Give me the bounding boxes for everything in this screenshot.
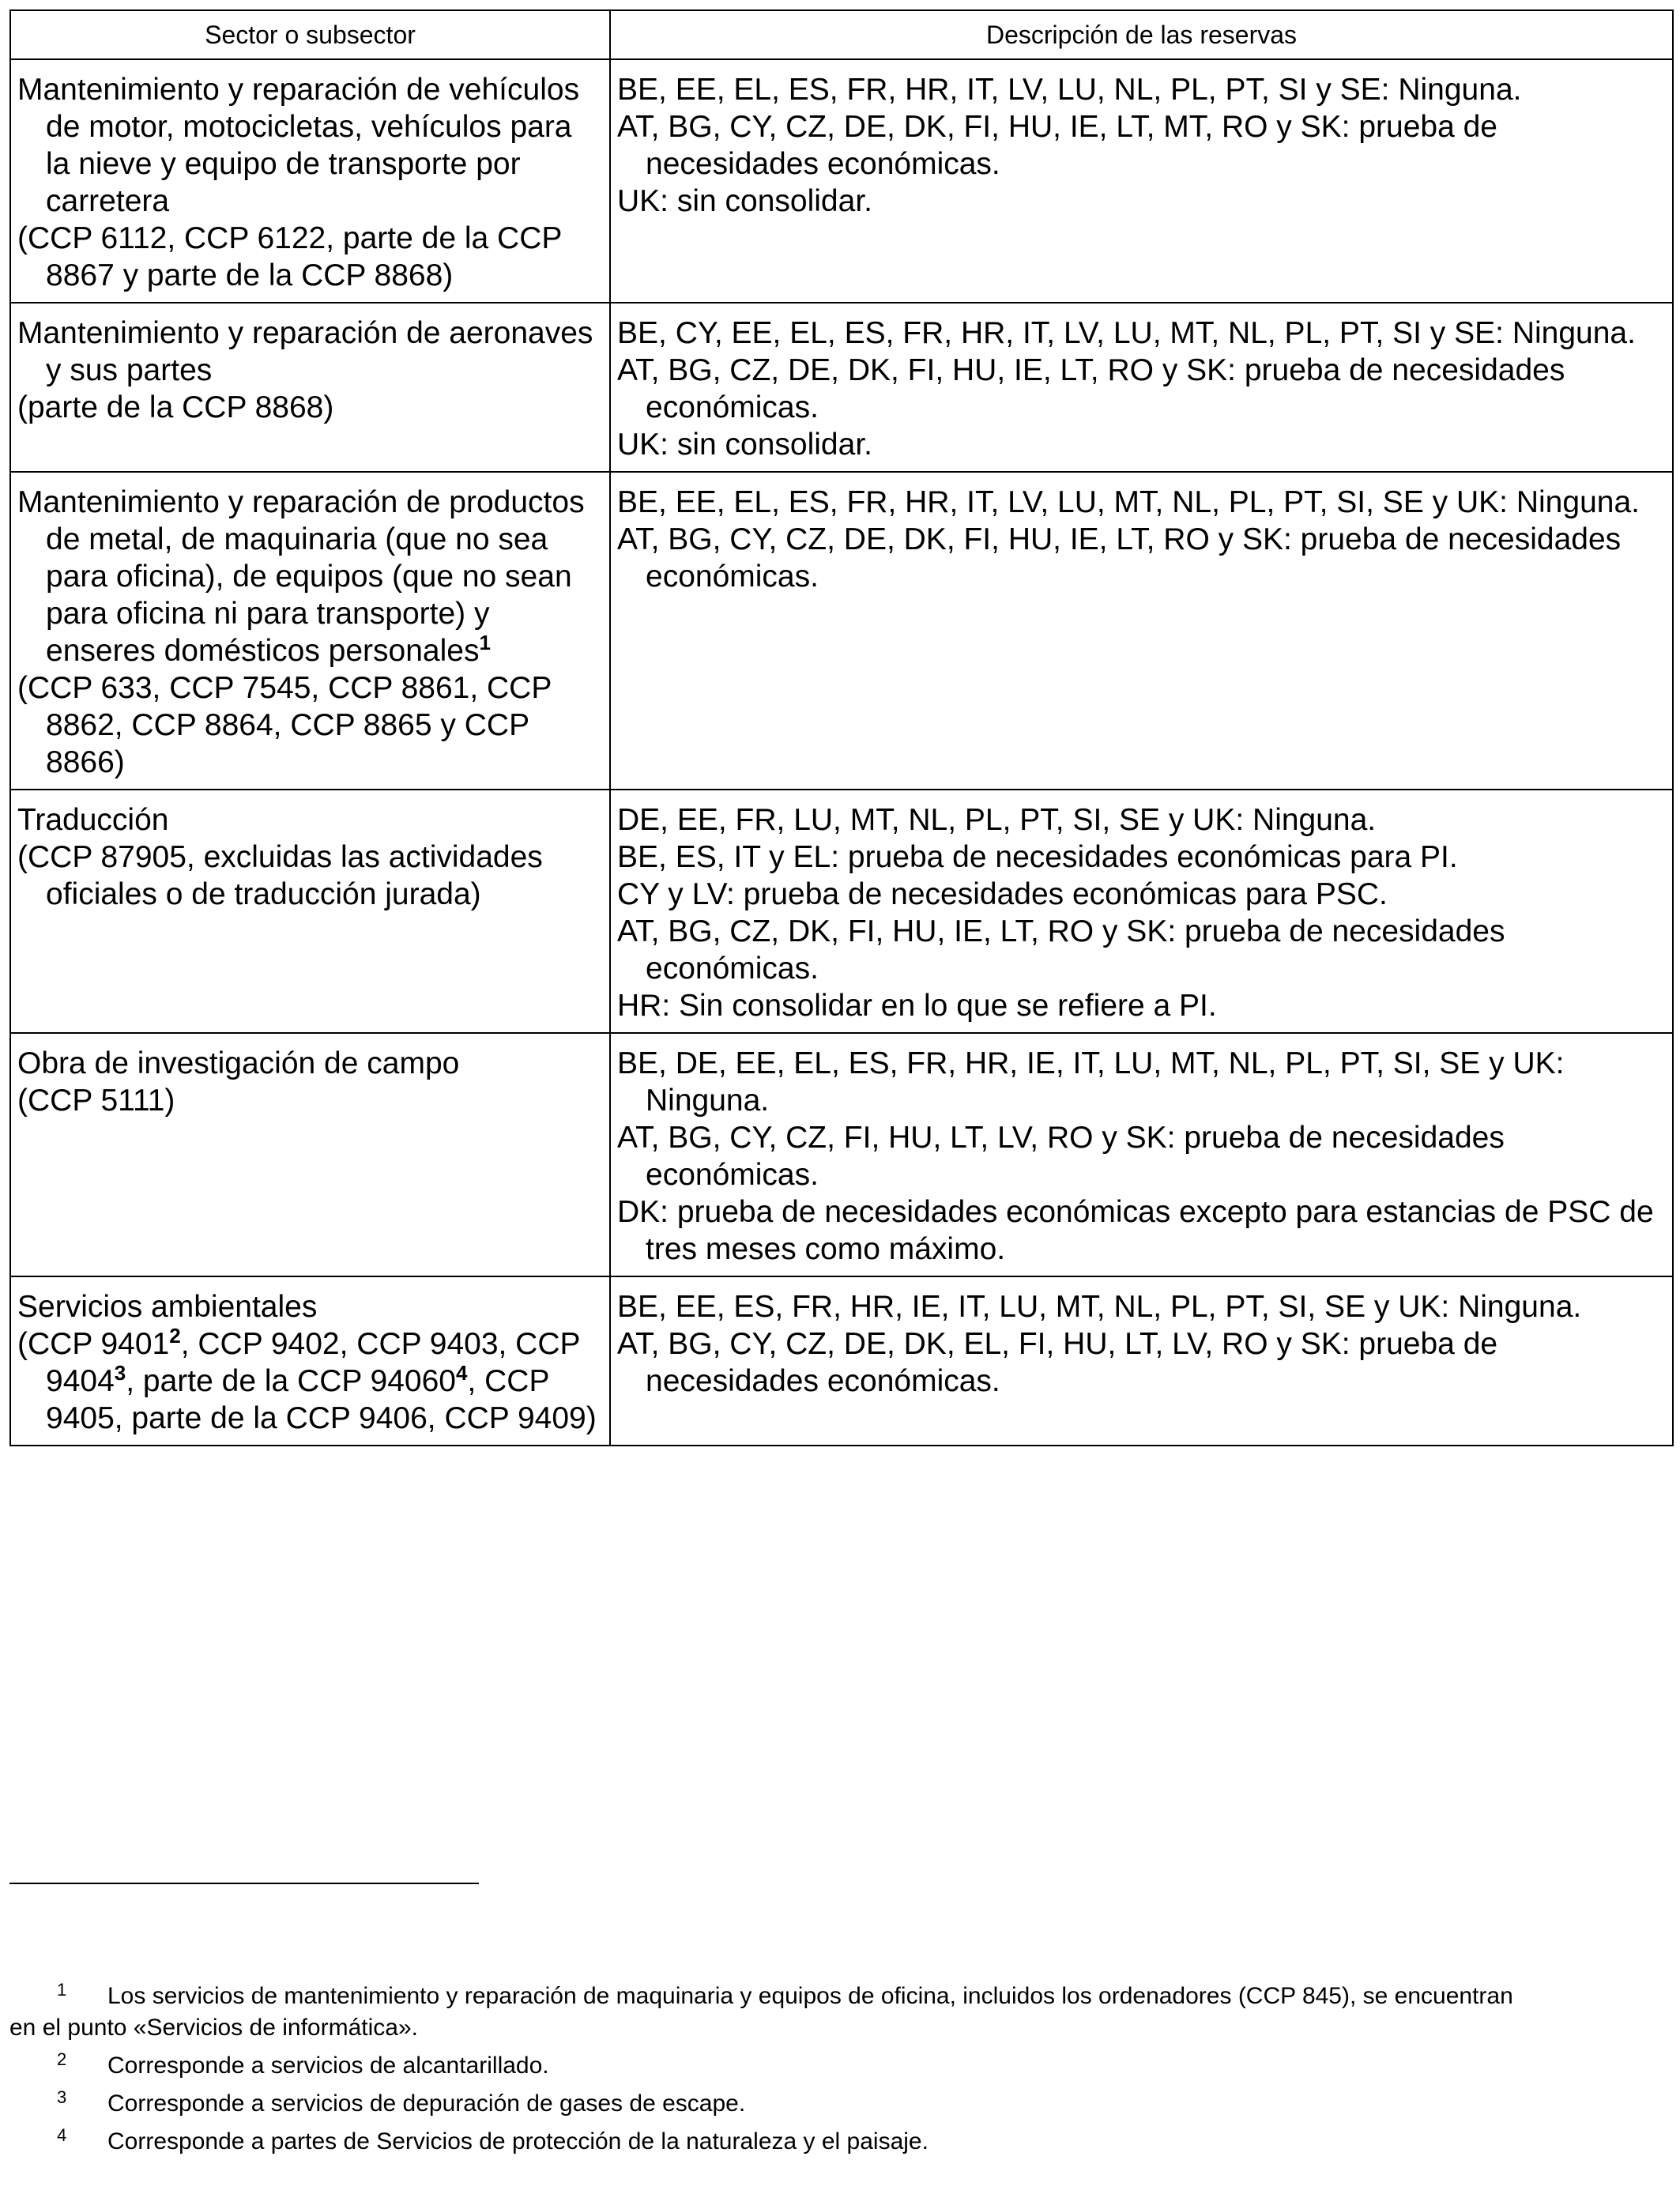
sector-text: Obra de investigación de campo (17, 1046, 460, 1080)
sector-entry (17, 220, 603, 294)
reservas-cell (610, 790, 1673, 1033)
footnotes (9, 1974, 1672, 2158)
sector-entry (17, 669, 603, 781)
sector-text: , CCP 9405, parte de la CCP 9406, CCP 9409) (46, 1364, 597, 1435)
sector-entry (17, 71, 603, 220)
sector-text: Mantenimiento y reparación de vehículos de motor, motocicletas, vehículos para la nieve y equipo de transporte por carretera (17, 73, 580, 218)
table-row (10, 790, 1673, 1033)
sector-cell (10, 1033, 610, 1276)
footnote-number: 3 (57, 2087, 67, 2107)
sector-text: Servicios ambientales (17, 1290, 318, 1324)
reservas-cell (610, 472, 1673, 790)
sector-text: (CCP 87905, excluidas las actividades oficiales o de traducción jurada) (17, 840, 543, 911)
sector-cell (10, 303, 610, 472)
footnote (9, 2044, 1672, 2082)
column-header-reservas: Descripción de las reservas (610, 10, 1673, 59)
reserva-entry: UK: sin consolidar. (617, 184, 872, 218)
table-row (10, 59, 1673, 303)
sector-cell (10, 59, 610, 303)
footnote-ref: 1 (479, 631, 491, 654)
reserva-entry: AT, BG, CZ, DK, FI, HU, IE, LT, RO y SK: prueba de necesidades económicas. (617, 914, 1505, 986)
footnote-number: 4 (57, 2125, 67, 2145)
sector-text: , parte de la CCP 94060 (126, 1364, 456, 1398)
reserva-entry: BE, CY, EE, EL, ES, FR, HR, IT, LV, LU, MT, NL, PL, PT, SI y SE: Ninguna. (617, 316, 1636, 350)
sector-entry (17, 801, 603, 839)
sector-entry (17, 839, 603, 913)
reserva-entry: BE, EE, ES, FR, HR, IE, IT, LU, MT, NL, PL, PT, SI, SE y UK: Ninguna. (617, 1290, 1582, 1324)
reservas-cell (610, 1276, 1673, 1446)
sector-text: (CCP 6112, CCP 6122, parte de la CCP 8867 y parte de la CCP 8868) (17, 221, 562, 292)
footnote-separator (9, 1883, 479, 1884)
reservations-table (9, 9, 1674, 1446)
sector-cell (10, 1276, 610, 1446)
sector-entry (17, 1082, 603, 1119)
footnote (9, 2082, 1672, 2120)
sector-entry (17, 484, 603, 669)
sector-text: (parte de la CCP 8868) (17, 390, 334, 424)
footnote-text: Corresponde a servicios de depuración de gases de escape. (107, 2090, 746, 2117)
reservas-cell (610, 59, 1673, 303)
footnote-number: 1 (57, 1980, 67, 2000)
table-header-row (10, 10, 1673, 59)
reserva-entry: HR: Sin consolidar en lo que se refiere a PI. (617, 989, 1217, 1023)
reserva-entry: AT, BG, CY, CZ, FI, HU, LT, LV, RO y SK: prueba de necesidades económicas. (617, 1121, 1505, 1192)
reserva-entry: BE, EE, EL, ES, FR, HR, IT, LV, LU, MT, NL, PL, PT, SI, SE y UK: Ninguna. (617, 485, 1640, 519)
sector-entry (17, 1045, 603, 1082)
sector-cell (10, 790, 610, 1033)
reserva-entry: BE, ES, IT y EL: prueba de necesidades económicas para PI. (617, 840, 1458, 874)
sector-text: Traducción (17, 803, 169, 837)
footnote-text: Corresponde a partes de Servicios de protección de la naturaleza y el paisaje. (107, 2128, 929, 2154)
table-body (10, 59, 1673, 1446)
footnote-text: Corresponde a servicios de alcantarillado. (107, 2053, 549, 2079)
reserva-entry: AT, BG, CY, CZ, DE, DK, EL, FI, HU, LT, LV, RO y SK: prueba de necesidades económicas. (617, 1327, 1498, 1398)
reserva-entry: BE, DE, EE, EL, ES, FR, HR, IE, IT, LU, MT, NL, PL, PT, SI, SE y UK: Ninguna. (617, 1046, 1565, 1118)
sector-text: (CCP 5111) (17, 1084, 175, 1118)
reserva-entry: UK: sin consolidar. (617, 428, 872, 462)
sector-text: (CCP 9401 (17, 1327, 170, 1361)
reserva-entry: DE, EE, FR, LU, MT, NL, PL, PT, SI, SE y UK: Ninguna. (617, 803, 1377, 837)
reserva-entry: AT, BG, CY, CZ, DE, DK, FI, HU, IE, LT, RO y SK: prueba de necesidades económicas. (617, 522, 1622, 594)
reserva-entry: DK: prueba de necesidades económicas excepto para estancias de PSC de tres meses como máximo. (617, 1195, 1654, 1266)
footnote-text: Los servicios de mantenimiento y reparación de maquinaria y equipos de oficina, incluidos los ordenadores (CCP 845), se encuentran (107, 1983, 1513, 2009)
reserva-entry: BE, EE, EL, ES, FR, HR, IT, LV, LU, NL, PL, PT, SI y SE: Ninguna. (617, 73, 1522, 107)
footnote-ref: 2 (169, 1324, 181, 1348)
footnote-ref: 3 (114, 1361, 126, 1385)
reserva-entry: AT, BG, CY, CZ, DE, DK, FI, HU, IE, LT, MT, RO y SK: prueba de necesidades económicas. (617, 110, 1497, 181)
column-header-sector: Sector o subsector (10, 10, 610, 59)
sector-text: Mantenimiento y reparación de productos de metal, de maquinaria (que no sea para oficina), de equipos (que no sean para oficina ni para transporte) y enseres domésticos personales (17, 485, 585, 668)
sector-entry (17, 1288, 603, 1325)
reservas-cell (610, 1033, 1673, 1276)
sector-text: (CCP 633, CCP 7545, CCP 8861, CCP 8862, CCP 8864, CCP 8865 y CCP 8866) (17, 671, 552, 779)
table-row (10, 1033, 1673, 1276)
sector-entry (17, 389, 603, 426)
table-row (10, 1276, 1673, 1446)
reserva-entry: CY y LV: prueba de necesidades económicas para PSC. (617, 877, 1388, 911)
sector-text: Mantenimiento y reparación de aeronaves y sus partes (17, 316, 593, 387)
footnote (9, 1974, 1672, 2044)
table-row (10, 472, 1673, 790)
reserva-entry: AT, BG, CZ, DE, DK, FI, HU, IE, LT, RO y SK: prueba de necesidades económicas. (617, 353, 1565, 424)
table-row (10, 303, 1673, 472)
footnote (9, 2120, 1672, 2158)
sector-cell (10, 472, 610, 790)
footnote-text: en el punto «Servicios de informática». (9, 2015, 418, 2041)
reservas-cell (610, 303, 1673, 472)
footnote-ref: 4 (455, 1361, 468, 1385)
footnote-number: 2 (57, 2049, 67, 2069)
sector-entry (17, 1325, 603, 1437)
sector-entry (17, 315, 603, 389)
sector-text: , CCP 9402, CCP 9403, CCP 9404 (46, 1327, 580, 1398)
